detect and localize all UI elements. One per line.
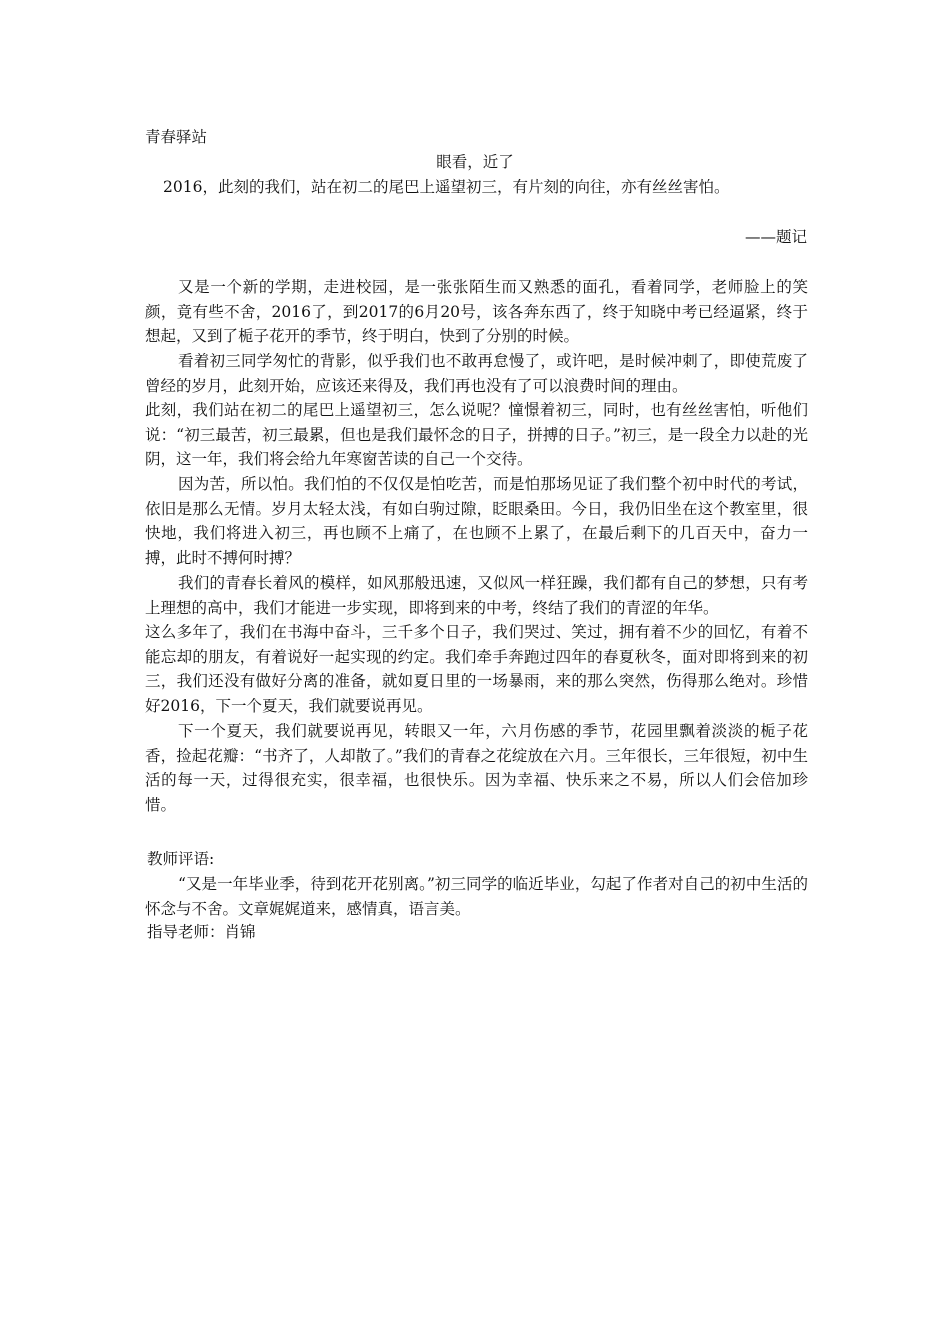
paragraph-4: 因为苦，所以怕。我们怕的不仅仅是怕吃苦，而是怕那场见证了我们整个初中时代的考试，依旧是那么无情。岁月太轻太浅，有如白驹过隙，眨眼桑田。今日，我仍旧坐在这个教室里，很快地，我们将进入初三，再也顾不上痛了，在也顾不上累了，在最后剩下的几百天中，奋力一搏，此时不搏何时搏？ [145, 475, 808, 567]
paragraph-3: 此刻，我们站在初二的尾巴上遥望初三，怎么说呢？憧憬着初三，同时，也有丝丝害怕，听他们说：“初三最苦，初三最累，但也是我们最怀念的日子，拼搏的日子。”初三，是一段全力以赴的光阴，这一年，我们将会给九年寒窗苦读的自己一个交待。 [145, 401, 808, 469]
epigraph: 2016，此刻的我们，站在初二的尾巴上遥望初三，有片刻的向往，亦有丝丝害怕。 [163, 178, 730, 196]
teacher-line: 指导老师：肖锦 [147, 923, 256, 941]
essay-subtitle: 眼看，近了 [436, 153, 514, 171]
paragraph-2: 看着初三同学匆忙的背影，似乎我们也不敢再怠慢了，或许吧，是时候冲刺了，即使荒废了曾经的岁月，此刻开始，应该还来得及，我们再也没有了可以浪费时间的理由。 [145, 352, 808, 395]
paragraph-6: 这么多年了，我们在书海中奋斗，三千多个日子，我们哭过、笑过，拥有着不少的回忆，有着不能忘却的朋友，有着说好一起实现的约定。我们牵手奔跑过四年的春夏秋冬，面对即将到来的初三，我们还没有做好分离的准备，就如夏日里的一场暴雨，来的那么突然，伤得那么绝对。珍惜好2016，下一个夏天，我们就要说再见。 [145, 623, 808, 715]
paragraph-1: 又是一个新的学期，走进校园，是一张张陌生而又熟悉的面孔，看着同学，老师脸上的笑颜，竟有些不舍，2016了，到2017的6月20号，该各奔东西了，终于知晓中考已经逼紧，终于想起，又到了栀子花开的季节，终于明白，快到了分别的时候。 [145, 278, 808, 346]
comment-label: 教师评语: [147, 850, 215, 868]
header-title: 青春驿站 [145, 128, 208, 146]
teacher-comment: “又是一年毕业季，待到花开花别离。”初三同学的临近毕业，勾起了作者对自己的初中生活的怀念与不舍。文章娓娓道来，感情真，语言美。 [145, 875, 808, 918]
paragraph-5: 我们的青春长着风的模样，如风那般迅速，又似风一样狂躁，我们都有自己的梦想，只有考上理想的高中，我们才能进一步实现，即将到来的中考，终结了我们的青涩的年华。 [145, 574, 808, 617]
paragraph-7: 下一个夏天，我们就要说再见，转眼又一年，六月伤感的季节，花园里飘着淡淡的栀子花香，捡起花瓣：“书齐了，人却散了。”我们的青春之花绽放在六月。三年很长，三年很短，初中生活的每一天，过得很充实，很幸福，也很快乐。因为幸福、快乐来之不易，所以人们会倍加珍惜。 [145, 722, 808, 814]
epigraph-signature: ——题记 [744, 228, 807, 246]
